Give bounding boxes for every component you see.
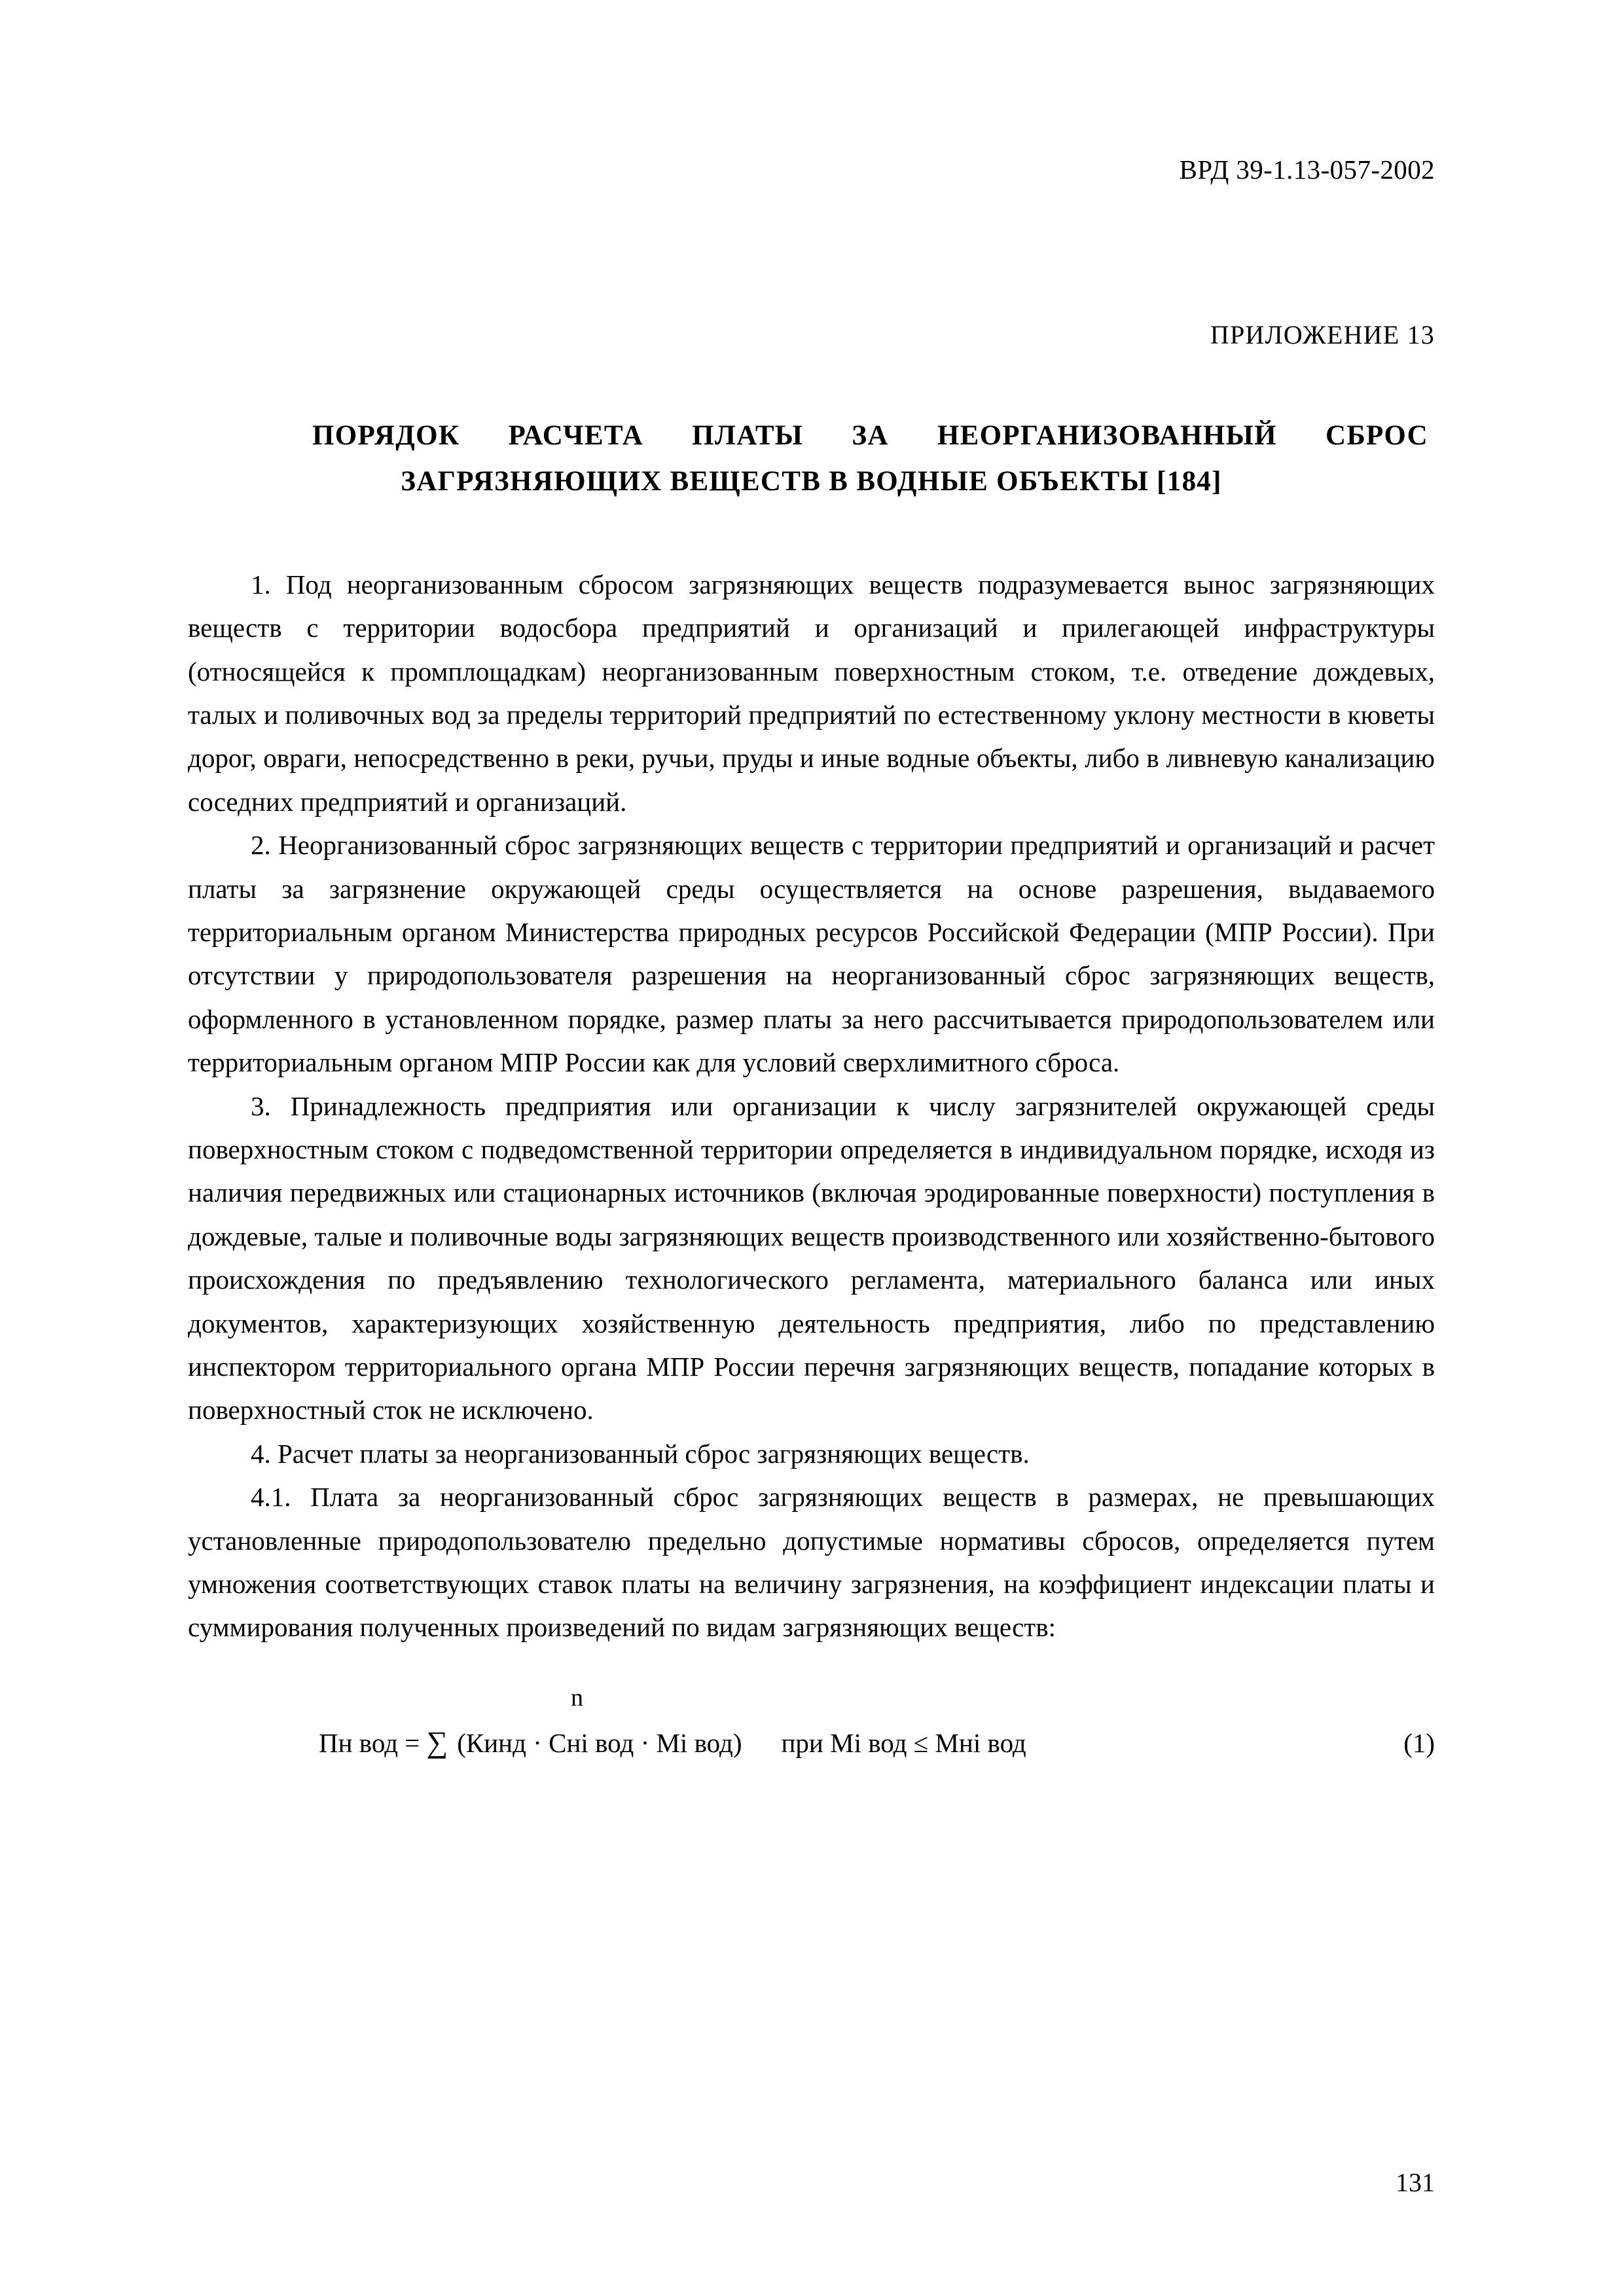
formula-sum-upper-limit: n [571, 1683, 583, 1712]
page-title-line-2: ЗАГРЯЗНЯЮЩИХ ВЕЩЕСТВ В ВОДНЫЕ ОБЪЕКТЫ [184] [401, 466, 1222, 497]
formula-line [188, 1719, 1435, 1765]
formula-expression: (Кинд · Снi вод · Мi вод) [457, 1727, 742, 1758]
formula-1 [188, 1679, 1435, 1765]
paragraph-4: 4. Расчет платы за неорганизованный сброс загрязняющих веществ. [251, 1438, 1030, 1469]
paragraph-1: 1. Под неорганизованным сбросом загрязняющих веществ подразумевается вынос загрязняющих веществ с территории водосбора предприятий и организаций и прилегающей инфраструктуры (относящейся к промплощадкам) неорганизованным поверхностным стоком, т.е. отведение дождевых, талых и поливочных вод за пределы территорий предприятий по естественному уклону местности в кюветы дорог, овраги, непосредственно в реки, ручьи, пруды и иные водные объекты, либо в ливневую канализацию соседних предприятий и организаций. [188, 569, 1435, 817]
paragraph-4-1: 4.1. Плата за неорганизованный сброс загрязняющих веществ в размерах, не превышающих установленные природопользователю предельно допустимые нормативы сбросов, определяется путем умножения соответствующих ставок платы на величину загрязнения, на коэффициент индексации платы и суммирования полученных произведений по видам загрязняющих веществ: [188, 1482, 1435, 1643]
formula-number: (1) [1403, 1727, 1435, 1758]
formula-left-side: Пн вод = [319, 1727, 420, 1758]
paragraph-2: 2. Неорганизованный сброс загрязняющих веществ с территории предприятий и организаций и расчет платы за загрязнение окружающей среды осуществляется на основе разрешения, выдаваемого территориальным органом Министерства природных ресурсов Российской Федерации (МПР России). При отсутствии у природопользователя разрешения на неорганизованный сброс загрязняющих веществ, оформленного в установленном порядке, размер платы за него рассчитывается природопользователем или территориальным органом МПР России как для условий сверхлимитного сброса. [188, 830, 1435, 1078]
page-number: 131 [1396, 2168, 1435, 2197]
page-title-line-1: ПОРЯДОК РАСЧЕТА ПЛАТЫ ЗА НЕОРГАНИЗОВАННЫЙ СБРОС [312, 420, 1428, 451]
appendix-label: ПРИЛОЖЕНИЕ 13 [1210, 320, 1435, 350]
sigma-icon: ∑ [426, 1725, 448, 1759]
formula-condition: при Мi вод ≤ Мнi вод [781, 1727, 1026, 1758]
page-title [188, 416, 1435, 503]
paragraph-3: 3. Принадлежность предприятия или организации к числу загрязнителей окружающей среды поверхностным стоком с подведомственной территории определяется в индивидуальном порядке, исходя из наличия передвижных или стационарных источников (включая эродированные поверхности) поступления в дождевые, талые и поливочные воды загрязняющих веществ производственного или хозяйственно-бытового происхождения по предъявлению технологического регламента, материального баланса или иных документов, характеризующих хозяйственную деятельность предприятия, либо по представлению инспектором территориального органа МПР России перечня загрязняющих веществ, попадание которых в поверхностный сток не исключено. [188, 1090, 1435, 1426]
document-code: ВРД 39-1.13-057-2002 [1179, 154, 1435, 185]
page-content [188, 0, 1435, 1765]
